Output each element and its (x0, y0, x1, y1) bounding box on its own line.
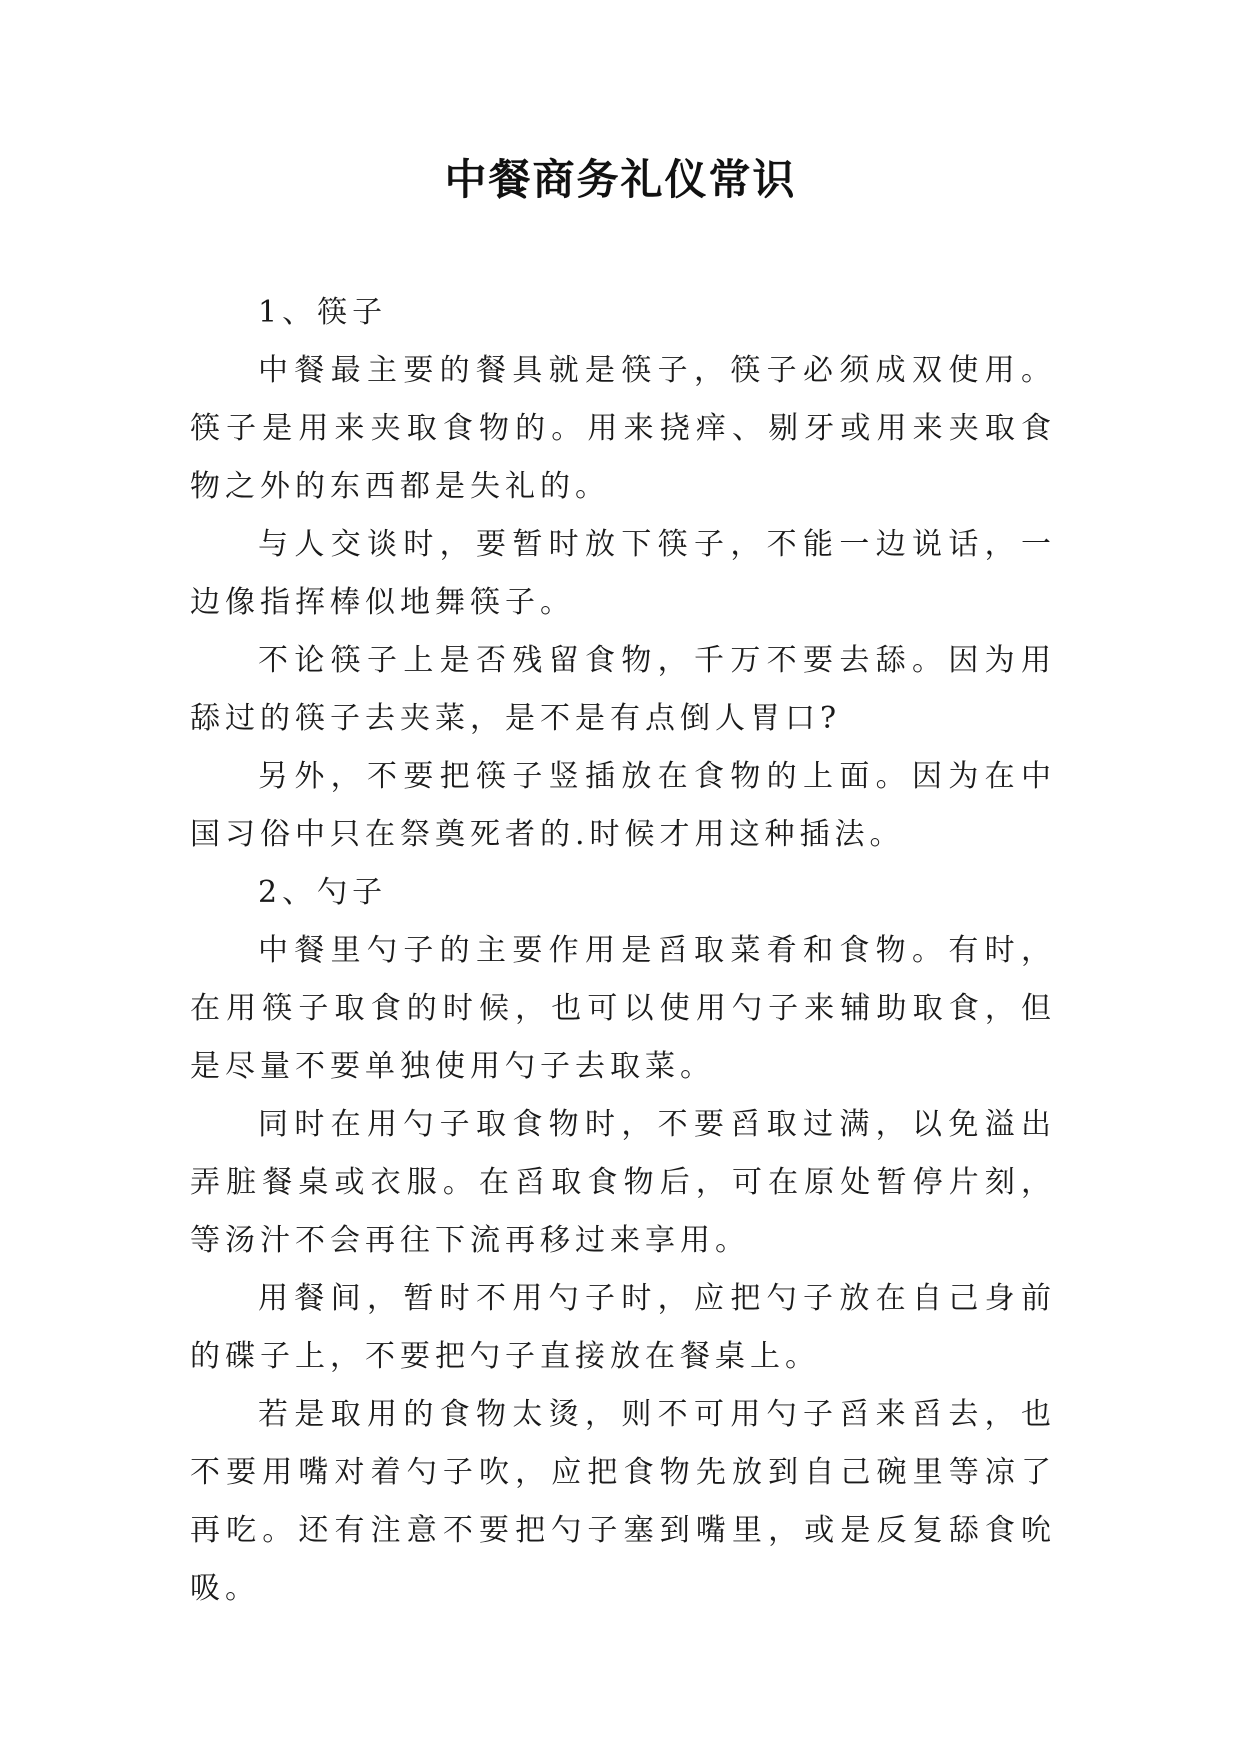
paragraph: 若是取用的食物太烫，则不可用勺子舀来舀去，也不要用嘴对着勺子吹，应把食物先放到自己碗里等凉了再吃。还有注意不要把勺子塞到嘴里，或是反复舔食吮吸。 (190, 1397, 1056, 1606)
section-heading-spoon: 2、勺子 (258, 875, 388, 910)
paragraph: 用餐间，暂时不用勺子时，应把勺子放在自己身前的碟子上，不要把勺子直接放在餐桌上。 (190, 1281, 1056, 1374)
paragraph: 另外，不要把筷子竖插放在食物的上面。因为在中国习俗中只在祭奠死者的.时候才用这种插法。 (190, 759, 1056, 852)
section-heading-chopsticks: 1、筷子 (258, 295, 388, 330)
document-body (190, 284, 1056, 1618)
paragraph: 同时在用勺子取食物时，不要舀取过满，以免溢出弄脏餐桌或衣服。在舀取食物后，可在原处暂停片刻，等汤汁不会再往下流再移过来享用。 (190, 1107, 1056, 1258)
paragraph: 中餐最主要的餐具就是筷子，筷子必须成双使用。筷子是用来夹取食物的。用来挠痒、剔牙或用来夹取食物之外的东西都是失礼的。 (190, 353, 1056, 504)
paragraph: 不论筷子上是否残留食物，千万不要去舔。因为用舔过的筷子去夹菜，是不是有点倒人胃口? (190, 643, 1056, 736)
paragraph: 中餐里勺子的主要作用是舀取菜肴和食物。有时，在用筷子取食的时候，也可以使用勺子来辅助取食，但是尽量不要单独使用勺子去取菜。 (190, 933, 1056, 1084)
paragraph: 与人交谈时，要暂时放下筷子，不能一边说话，一边像指挥棒似地舞筷子。 (190, 527, 1056, 620)
page-title: 中餐商务礼仪常识 (444, 155, 797, 204)
